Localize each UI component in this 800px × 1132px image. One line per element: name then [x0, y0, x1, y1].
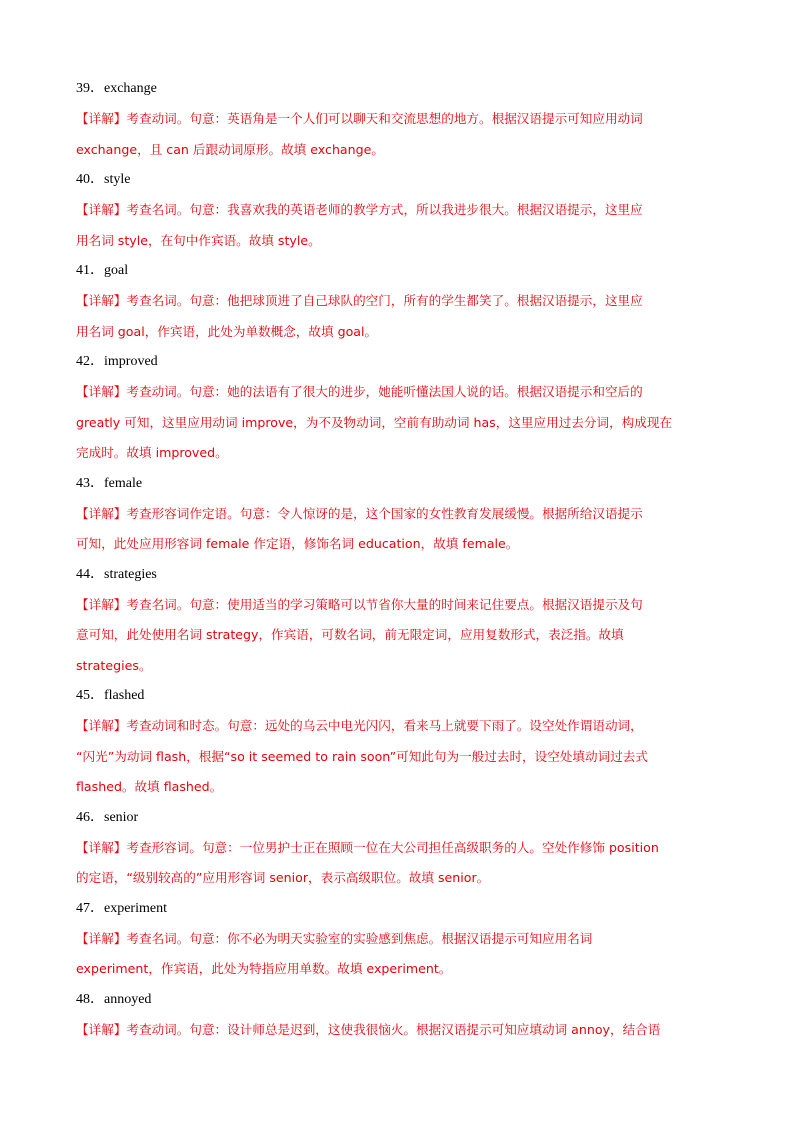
entry-45 — [76, 681, 726, 803]
explanation-line: 完成时。故填 improved。 — [76, 445, 228, 460]
answer-explanation — [76, 499, 726, 560]
explanation-line: 用名词 goal，作宾语，此处为单数概念，故填 goal。 — [76, 323, 378, 339]
answer-title: 41．goal — [76, 263, 129, 278]
explanation-line: 【详解】考查动词。句意：英语角是一个人们可以聊天和交流思想的地方。根据汉语提示可知应用动词 — [76, 111, 643, 126]
explanation-line: 【详解】考查名词。句意：使用适当的学习策略可以节省你大量的时间来记住要点。根据汉语提示及句 — [76, 596, 643, 612]
explanation-line: 【详解】考查名词。句意：你不必为明天实验室的实验感到焦虑。根据汉语提示可知应用名词 — [76, 930, 593, 946]
entry-48 — [76, 985, 726, 1046]
entry-39 — [76, 74, 726, 165]
entry-41 — [76, 256, 726, 347]
answer-title: 46．senior — [76, 809, 139, 825]
explanation-line: 【详解】考查动词。句意：设计师总是迟到，这使我很恼火。根据汉语提示可知应填动词 annoy，结合语 — [76, 1021, 661, 1037]
answer-explanation — [76, 377, 726, 469]
explanation-line: 【详解】考查动词和时态。句意：远处的乌云中电光闪闪，看来马上就要下雨了。设空处作谓语动词， — [76, 718, 643, 733]
entry-46 — [76, 803, 726, 894]
answer-title: 39．exchange — [76, 81, 157, 96]
explanation-line: “闪光”为动词 flash，根据“so it seemed to rain soon”可知此句为一般过去时，设空处填动词过去式 — [76, 748, 648, 764]
answer-title: 43．female — [76, 475, 143, 491]
answer-title: 42．improved — [76, 354, 158, 369]
answer-explanation — [76, 924, 726, 985]
explanation-line: strategies。 — [76, 657, 152, 673]
answer-explanation — [76, 286, 726, 347]
entry-42 — [76, 347, 726, 469]
answer-title: 48．annoyed — [76, 991, 152, 1007]
answer-explanation — [76, 590, 726, 682]
answer-explanation — [76, 833, 726, 894]
explanation-line: 意可知，此处使用名词 strategy，作宾语，可数名词，前无限定词，应用复数形式，表泛指。故填 — [76, 627, 624, 642]
answer-title: 44．strategies — [76, 566, 157, 582]
entry-40 — [76, 165, 726, 256]
answer-explanation — [76, 711, 726, 803]
explanation-line: 的定语，“级别较高的”应用形容词 senior，表示高级职位。故填 senior。 — [76, 870, 490, 885]
explanation-line: experiment，作宾语，此处为特指应用单数。故填 experiment。 — [76, 961, 452, 976]
explanation-line: 可知，此处应用形容词 female 作定语，修饰名词 education，故填 female。 — [76, 536, 519, 551]
explanation-line: flashed。故填 flashed。 — [76, 779, 223, 794]
explanation-line: 【详解】考查名词。句意：我喜欢我的英语老师的教学方式，所以我进步很大。根据汉语提示，这里应 — [76, 202, 643, 217]
entry-43 — [76, 469, 726, 560]
answer-title: 40．style — [76, 172, 131, 187]
entry-47 — [76, 894, 726, 985]
explanation-line: greatly 可知，这里应用动词 improve，为不及物动词，空前有助动词 has，这里应用过去分词，构成现在 — [76, 414, 673, 430]
entry-44 — [76, 560, 726, 682]
answer-explanations — [76, 74, 726, 1045]
answer-title: 47．experiment — [76, 900, 167, 916]
explanation-line: 【详解】考查动词。句意：她的法语有了很大的进步，她能听懂法国人说的话。根据汉语提示和空后的 — [76, 384, 643, 399]
explanation-line: 用名词 style，在句中作宾语。故填 style。 — [76, 232, 321, 248]
explanation-line: exchange，且 can 后跟动词原形。故填 exchange。 — [76, 141, 384, 157]
explanation-line: 【详解】考查形容词。句意：一位男护士正在照顾一位在大公司担任高级职务的人。空处作修饰 position — [76, 839, 659, 855]
answer-title: 45．flashed — [76, 688, 145, 703]
answer-explanation — [76, 195, 726, 256]
explanation-line: 【详解】考查名词。句意：他把球顶进了自己球队的空门，所有的学生都笑了。根据汉语提示，这里应 — [76, 293, 643, 308]
explanation-line: 【详解】考查形容词作定语。句意：令人惊讶的是，这个国家的女性教育发展缓慢。根据所给汉语提示 — [76, 505, 643, 521]
answer-explanation — [76, 104, 726, 165]
answer-explanation — [76, 1015, 726, 1046]
